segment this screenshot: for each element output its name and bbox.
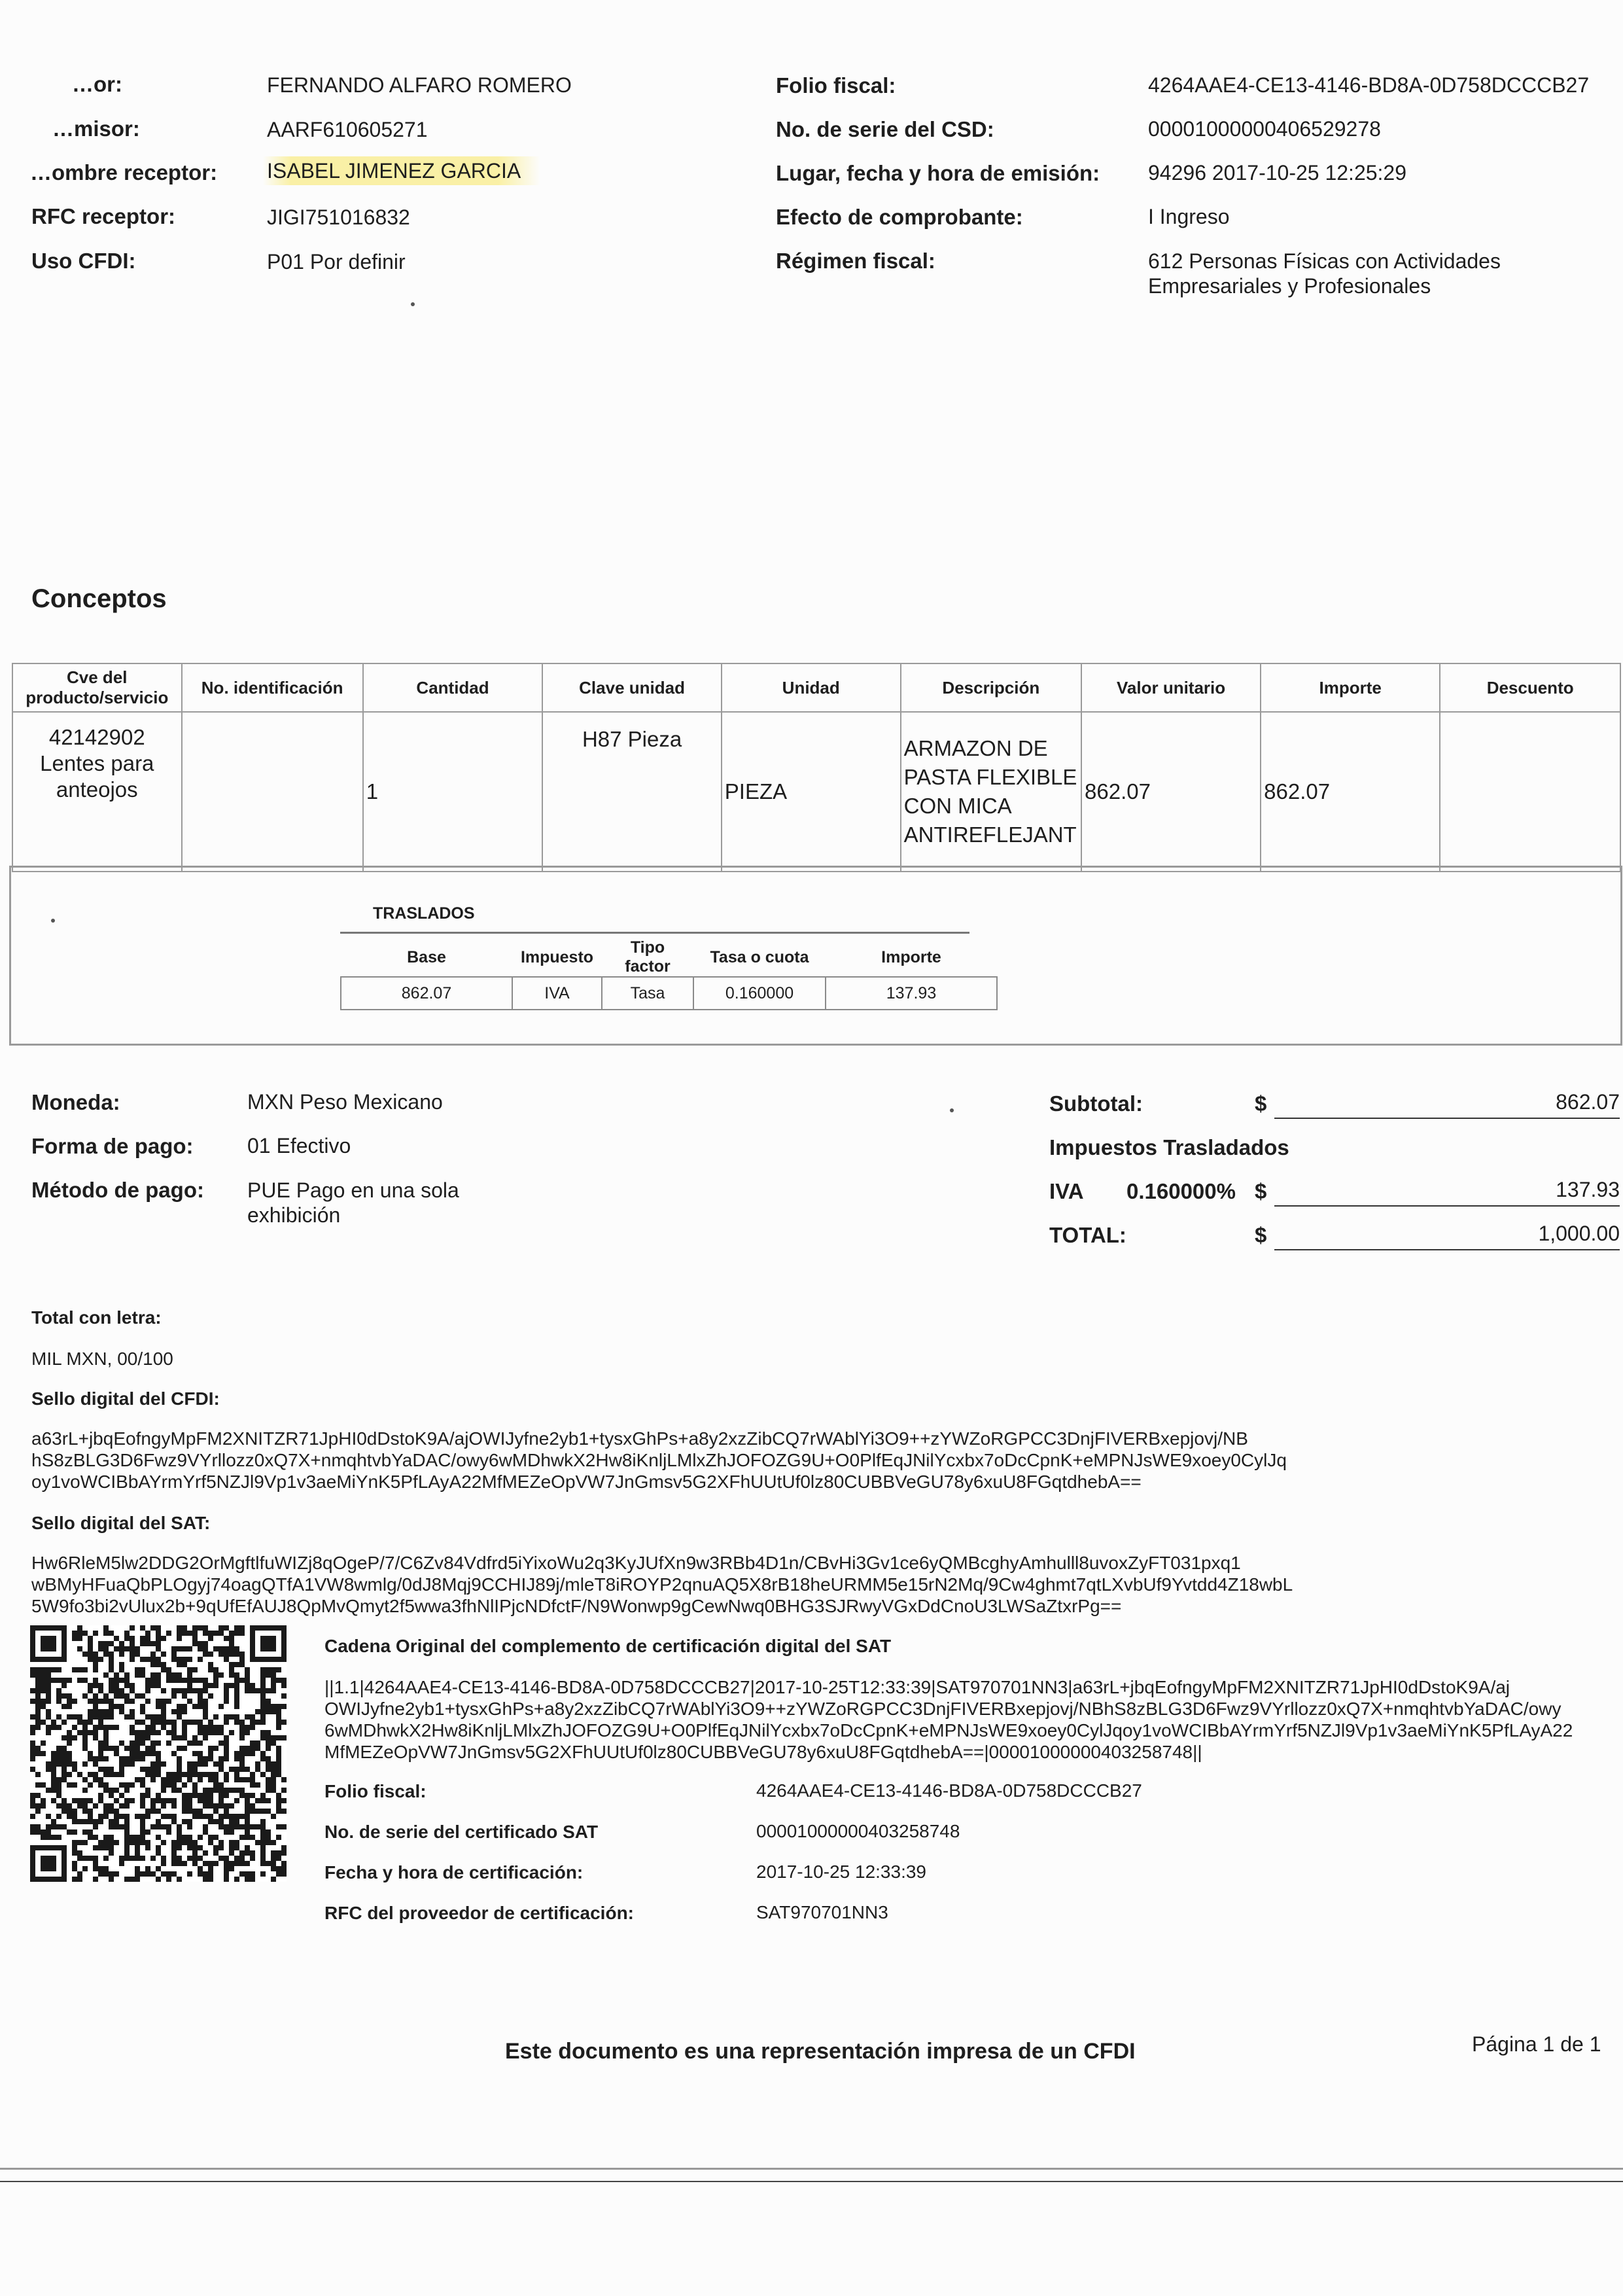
cell-clave-unidad: H87 Pieza xyxy=(542,712,721,872)
iva-currency: $ xyxy=(1255,1179,1267,1203)
cert-folio-value: 4264AAE4-CE13-4146-BD8A-0D758DCCCB27 xyxy=(756,1780,1142,1801)
impuestos-trasladados-label: Impuestos Trasladados xyxy=(1049,1135,1289,1159)
scan-speck xyxy=(950,1108,954,1112)
page-edge-line xyxy=(0,2168,1623,2170)
metodo-pago-line2: exhibición xyxy=(247,1203,341,1227)
col-descuento: Descuento xyxy=(1440,663,1620,712)
emisor-name-value: FERNANDO ALFARO ROMERO xyxy=(267,73,572,97)
sello-cfdi-line: hS8zBLG3D6Fwz9VYrllozz0xQ7X+nmqhtvbYaDAC/owy6wMDhwkX2Hw8iKnljLMlxZhJOFOZG9U+O0PlfEqJNilYcxbx7oDcCpnK+eMPNJsWE9xoey0CylJq xyxy=(31,1450,1287,1470)
subtotal-value: 862.07 xyxy=(1274,1086,1620,1119)
rfc-receptor-label: RFC receptor: xyxy=(31,204,176,228)
regimen-label: Régimen fiscal: xyxy=(776,249,935,273)
cell-descripcion: ARMAZON DE PASTA FLEXIBLE CON MICA ANTIREFLEJANT xyxy=(901,712,1081,872)
sello-sat-line: Hw6RleM5lw2DDG2OrMgftlfuWIZj8qOgeP/7/C6Zv84Vdfrd5iYixoWu2q3KyJUfXn9w3RBb4D1n/CBvHi3Gv1ce6yQMBcghyAmhulll8uvoxZyFT031pxq1 xyxy=(31,1553,1241,1573)
rfc-receptor-value: JIGI751016832 xyxy=(267,205,410,229)
col-descripcion: Descripción xyxy=(901,663,1081,712)
iva-label: IVA xyxy=(1049,1179,1084,1203)
cadena-line: 6wMDhwkX2Hw8iKnljLMlxZhJOFOZG9U+O0PlfEqJNilYcxbx7oDcCpnK+eMPNJsWE9xoey0CylJqoy1voWCIBbAYrmYrf5NZJl9Vp1v3aeMiYnK5PfLAyA22 xyxy=(324,1720,1573,1740)
trasl-cell-tipo-factor: Tasa xyxy=(602,977,693,1010)
regimen-value-line1: 612 Personas Físicas con Actividades xyxy=(1148,249,1501,273)
col-clave-unidad: Clave unidad xyxy=(542,663,721,712)
trasl-cell-importe: 137.93 xyxy=(826,977,997,1010)
cadena-line: MfMEZeOpVW7JnGmsv5G2XFhUUtUf0lz80CUBBVeGU78y6xuU8FGqtdhebA==|00001000000403258748|| xyxy=(324,1742,1202,1762)
col-cve: Cve del producto/servicio xyxy=(12,663,182,712)
conceptos-table xyxy=(12,663,1621,872)
sello-cfdi-label: Sello digital del CFDI: xyxy=(31,1388,220,1409)
col-cantidad: Cantidad xyxy=(363,663,543,712)
total-label: TOTAL: xyxy=(1049,1223,1126,1247)
cert-serie-value: 00001000000403258748 xyxy=(756,1821,960,1841)
cert-rfc-value: SAT970701NN3 xyxy=(756,1902,888,1922)
qr-code-image xyxy=(30,1625,287,1882)
moneda-label: Moneda: xyxy=(31,1090,120,1114)
total-letra-value: MIL MXN, 00/100 xyxy=(31,1349,173,1369)
cell-cve: 42142902 Lentes para anteojos xyxy=(12,712,182,872)
uso-cfdi-label: Uso CFDI: xyxy=(31,249,136,273)
sello-sat-text xyxy=(31,1552,1293,1617)
cadena-line: OWIJyfne2yb1+tysxGhPs+a8y2xzZibCQ7rWAblYi3O9++zYWZoRGPCC3DnjFIVERBxepjovj/NBhS8zBLG3D6Fwz9VYrllozz0xQ7X+nmqhtvbYaDAC/owy xyxy=(324,1699,1562,1719)
cell-importe: 862.07 xyxy=(1261,712,1440,872)
table-row xyxy=(341,977,997,1010)
subtotal-currency: $ xyxy=(1255,1091,1267,1116)
lugar-fecha-value: 94296 2017-10-25 12:25:29 xyxy=(1148,161,1407,185)
cadena-text xyxy=(324,1676,1616,1763)
cadena-line: ||1.1|4264AAE4-CE13-4146-BD8A-0D758DCCCB27|2017-10-25T12:33:39|SAT970701NN3|a63rL+jbqEofngyMpFM2XNITZR71JpHI0dDstoK9A/aj xyxy=(324,1677,1510,1697)
regimen-value-line2: Empresariales y Profesionales xyxy=(1148,274,1431,298)
receptor-name-label: …ombre receptor: xyxy=(30,160,218,185)
metodo-pago-line1: PUE Pago en una sola xyxy=(247,1178,459,1202)
regimen-value xyxy=(1148,249,1501,298)
cert-fecha-value: 2017-10-25 12:33:39 xyxy=(756,1862,926,1882)
iva-value: 137.93 xyxy=(1274,1174,1620,1207)
sello-sat-line: 5W9fo3bi2vUlux2b+9qUfEfAUJ8QpMvQmyt2f5wwa3fhNlIPjcNDfctF/N9Wonwp9gCewNwq0BHG3SJRwyVGxDdCnoU3LWSaZtxrPg== xyxy=(31,1596,1122,1616)
cell-valor-unitario: 862.07 xyxy=(1081,712,1261,872)
trasl-cell-base: 862.07 xyxy=(341,977,512,1010)
conceptos-header-row xyxy=(12,663,1620,712)
scan-speck xyxy=(411,302,415,306)
sello-sat-label: Sello digital del SAT: xyxy=(31,1513,211,1533)
cell-unidad: PIEZA xyxy=(722,712,901,872)
uso-cfdi-value: P01 Por definir xyxy=(267,250,406,274)
trasl-col-tipo-factor: Tipo factor xyxy=(625,938,671,976)
footer-note: Este documento es una representación impresa de un CFDI xyxy=(505,2039,1136,2064)
page-number: Página 1 de 1 xyxy=(1472,2032,1601,2056)
traslados-divider xyxy=(340,932,969,934)
scan-speck xyxy=(51,919,55,923)
page-edge-line xyxy=(0,2181,1623,2182)
trasl-cell-impuesto: IVA xyxy=(512,977,602,1010)
col-valor-unitario: Valor unitario xyxy=(1081,663,1261,712)
conceptos-title: Conceptos xyxy=(31,584,167,613)
metodo-pago-label: Método de pago: xyxy=(31,1178,204,1202)
traslados-title: TRASLADOS xyxy=(373,904,475,923)
sello-cfdi-line: a63rL+jbqEofngyMpFM2XNITZR71JpHI0dDstoK9A/ajOWIJyfne2yb1+tysxGhPs+a8y2xzZibCQ7rWAblYi3O9++zYWZoRGPCC3DnjFIVERBxepjovj/NB xyxy=(31,1428,1248,1449)
trasl-col-impuesto: Impuesto xyxy=(520,947,594,966)
cert-rfc-label: RFC del proveedor de certificación: xyxy=(324,1903,634,1923)
sello-sat-line: wBMyHFuaQbPLOgyj74oagQTfA1VW8wmlg/0dJ8Mqj9CCHIJ89j/mleT8iROYP2qnuAQ5X8rB18heURMM5e15rN2Mq/9Cw4ghmt7qtLXvbUf9Yvtdd4Z18wbL xyxy=(31,1574,1293,1595)
efecto-value: I Ingreso xyxy=(1148,205,1230,228)
cell-descuento xyxy=(1440,712,1620,872)
total-currency: $ xyxy=(1255,1223,1267,1247)
trasl-col-base: Base xyxy=(407,947,446,966)
cert-serie-label: No. de serie del certificado SAT xyxy=(324,1822,599,1842)
serie-csd-label: No. de serie del CSD: xyxy=(776,117,994,141)
qr-modules xyxy=(30,1625,287,1882)
iva-rate: 0.160000% xyxy=(1126,1179,1236,1203)
cell-cantidad: 1 xyxy=(363,712,543,872)
rfc-emisor-value: AARF610605271 xyxy=(267,118,428,141)
col-no-id: No. identificación xyxy=(182,663,363,712)
lugar-fecha-label: Lugar, fecha y hora de emisión: xyxy=(776,161,1100,185)
sello-cfdi-text xyxy=(31,1428,1287,1492)
subtotal-label: Subtotal: xyxy=(1049,1091,1143,1116)
forma-pago-value: 01 Efectivo xyxy=(247,1134,351,1157)
forma-pago-label: Forma de pago: xyxy=(31,1134,194,1158)
trasl-cell-tasa: 0.160000 xyxy=(693,977,826,1010)
sello-cfdi-line: oy1voWCIBbAYrmYrf5NZJl9Vp1v3aeMiYnK5PfLAyA22MfMEZeOpVW7JnGmsv5G2XFhUUtUf0lz80CUBBVeGU78y6xuU8FGqtdhebA== xyxy=(31,1472,1142,1492)
folio-fiscal-value: 4264AAE4-CE13-4146-BD8A-0D758DCCCB27 xyxy=(1148,73,1590,97)
cert-fecha-label: Fecha y hora de certificación: xyxy=(324,1862,584,1882)
moneda-value: MXN Peso Mexicano xyxy=(247,1090,443,1114)
trasl-col-importe: Importe xyxy=(881,947,941,966)
efecto-label: Efecto de comprobante: xyxy=(776,205,1023,229)
traslados-header-row xyxy=(341,938,997,977)
folio-fiscal-label: Folio fiscal: xyxy=(776,73,896,97)
cell-no-id xyxy=(182,712,363,872)
total-letra-label: Total con letra: xyxy=(31,1307,162,1328)
emisor-name-label: …or: xyxy=(72,72,122,96)
metodo-pago-value xyxy=(247,1178,459,1227)
total-value: 1,000.00 xyxy=(1274,1218,1620,1250)
traslados-table xyxy=(340,938,998,1010)
cadena-title: Cadena Original del complemento de certificación digital del SAT xyxy=(324,1636,892,1656)
table-row xyxy=(12,712,1620,872)
col-unidad: Unidad xyxy=(722,663,901,712)
col-importe: Importe xyxy=(1261,663,1440,712)
rfc-emisor-label: …misor: xyxy=(52,116,140,141)
cert-folio-label: Folio fiscal: xyxy=(324,1781,427,1801)
receptor-name-value: ISABEL JIMENEZ GARCIA xyxy=(263,156,540,185)
trasl-col-tasa: Tasa o cuota xyxy=(710,947,809,966)
serie-csd-value: 00001000000406529278 xyxy=(1148,117,1381,141)
